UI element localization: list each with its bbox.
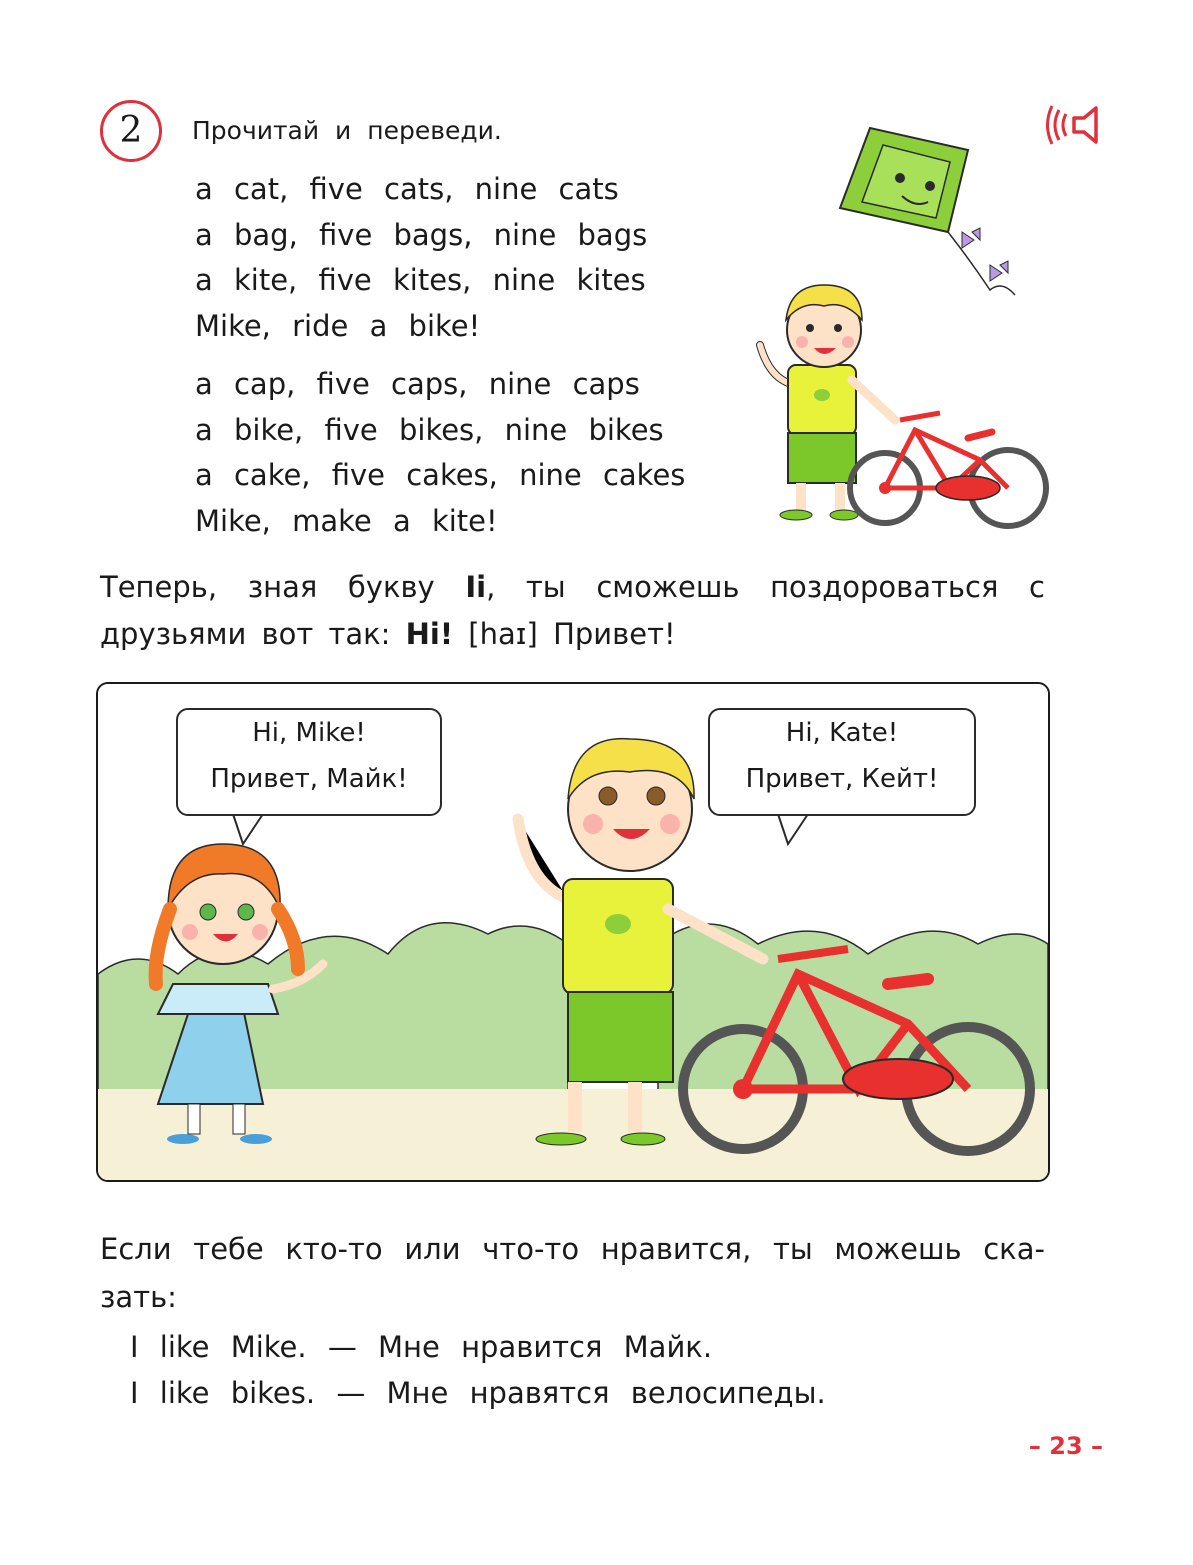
- kite-illustration: [840, 128, 1015, 295]
- task-number: 2: [100, 100, 162, 162]
- text-word: букву: [347, 570, 435, 604]
- text-word: тебе: [193, 1232, 264, 1266]
- text-word: нравится,: [600, 1232, 752, 1266]
- word-line: a bag, five bags, nine bags: [195, 218, 648, 252]
- text-word: ты: [772, 1232, 813, 1266]
- boy-with-bike-illustration: [740, 120, 1060, 530]
- word-line: a cap, five caps, nine caps: [195, 367, 640, 401]
- text-word: или: [404, 1232, 461, 1266]
- word-line: a bike, five bikes, nine bikes: [195, 413, 664, 447]
- page-number: – 23 –: [1028, 1432, 1103, 1460]
- hi-word: Hi!: [405, 617, 454, 651]
- word-line: a cake, five cakes, nine cakes: [195, 458, 686, 492]
- word-line: Mike, make a kite!: [195, 504, 498, 538]
- text-word: можешь: [834, 1232, 962, 1266]
- speech-line: Hi, Kate!: [785, 718, 899, 748]
- text-word: ска-: [983, 1232, 1045, 1266]
- greeting-paragraph-line-1: Теперь, зная букву Ii, ты сможешь поздороваться с: [100, 570, 1045, 604]
- greeting-paragraph-line-2: [100, 617, 676, 651]
- text-word: с: [1029, 570, 1045, 604]
- like-paragraph-line-1: [100, 1232, 1045, 1266]
- example-sentence: I like bikes. — Мне нравятся велосипеды.: [130, 1376, 826, 1410]
- text-word: ты: [525, 570, 566, 604]
- speech-line: Привет, Майк!: [210, 764, 408, 794]
- task-instruction: Прочитай и переведи.: [192, 116, 502, 145]
- example-sentence: I like Mike. — Мне нравится Майк.: [130, 1330, 713, 1364]
- speech-bubble-right: [708, 708, 976, 816]
- speech-line: Hi, Mike!: [252, 718, 366, 748]
- comic-panel: [96, 682, 1050, 1182]
- speech-line: Привет, Кейт!: [745, 764, 939, 794]
- word-line: a kite, five kites, nine kites: [195, 263, 646, 297]
- text-word: зная: [247, 570, 318, 604]
- translation: Привет!: [553, 617, 676, 651]
- speech-bubble-left: [176, 708, 442, 816]
- transcription: [haɪ]: [468, 617, 538, 651]
- text-word: поздороваться: [770, 570, 999, 604]
- text-word: Теперь,: [100, 570, 218, 604]
- text-word: что-то: [482, 1232, 580, 1266]
- bicycle-illustration: [850, 413, 1046, 526]
- text-word: кто-то: [285, 1232, 383, 1266]
- word-line: a cat, five cats, nine cats: [195, 172, 619, 206]
- text-word: Если: [100, 1232, 172, 1266]
- boy-figure: [760, 285, 895, 520]
- like-paragraph-line-2: зать:: [100, 1280, 177, 1314]
- letter-ii: Ii: [465, 570, 487, 604]
- text-phrase: друзьями вот так:: [100, 617, 391, 651]
- word-line: Mike, ride a bike!: [195, 309, 481, 343]
- text-word: сможешь: [596, 570, 740, 604]
